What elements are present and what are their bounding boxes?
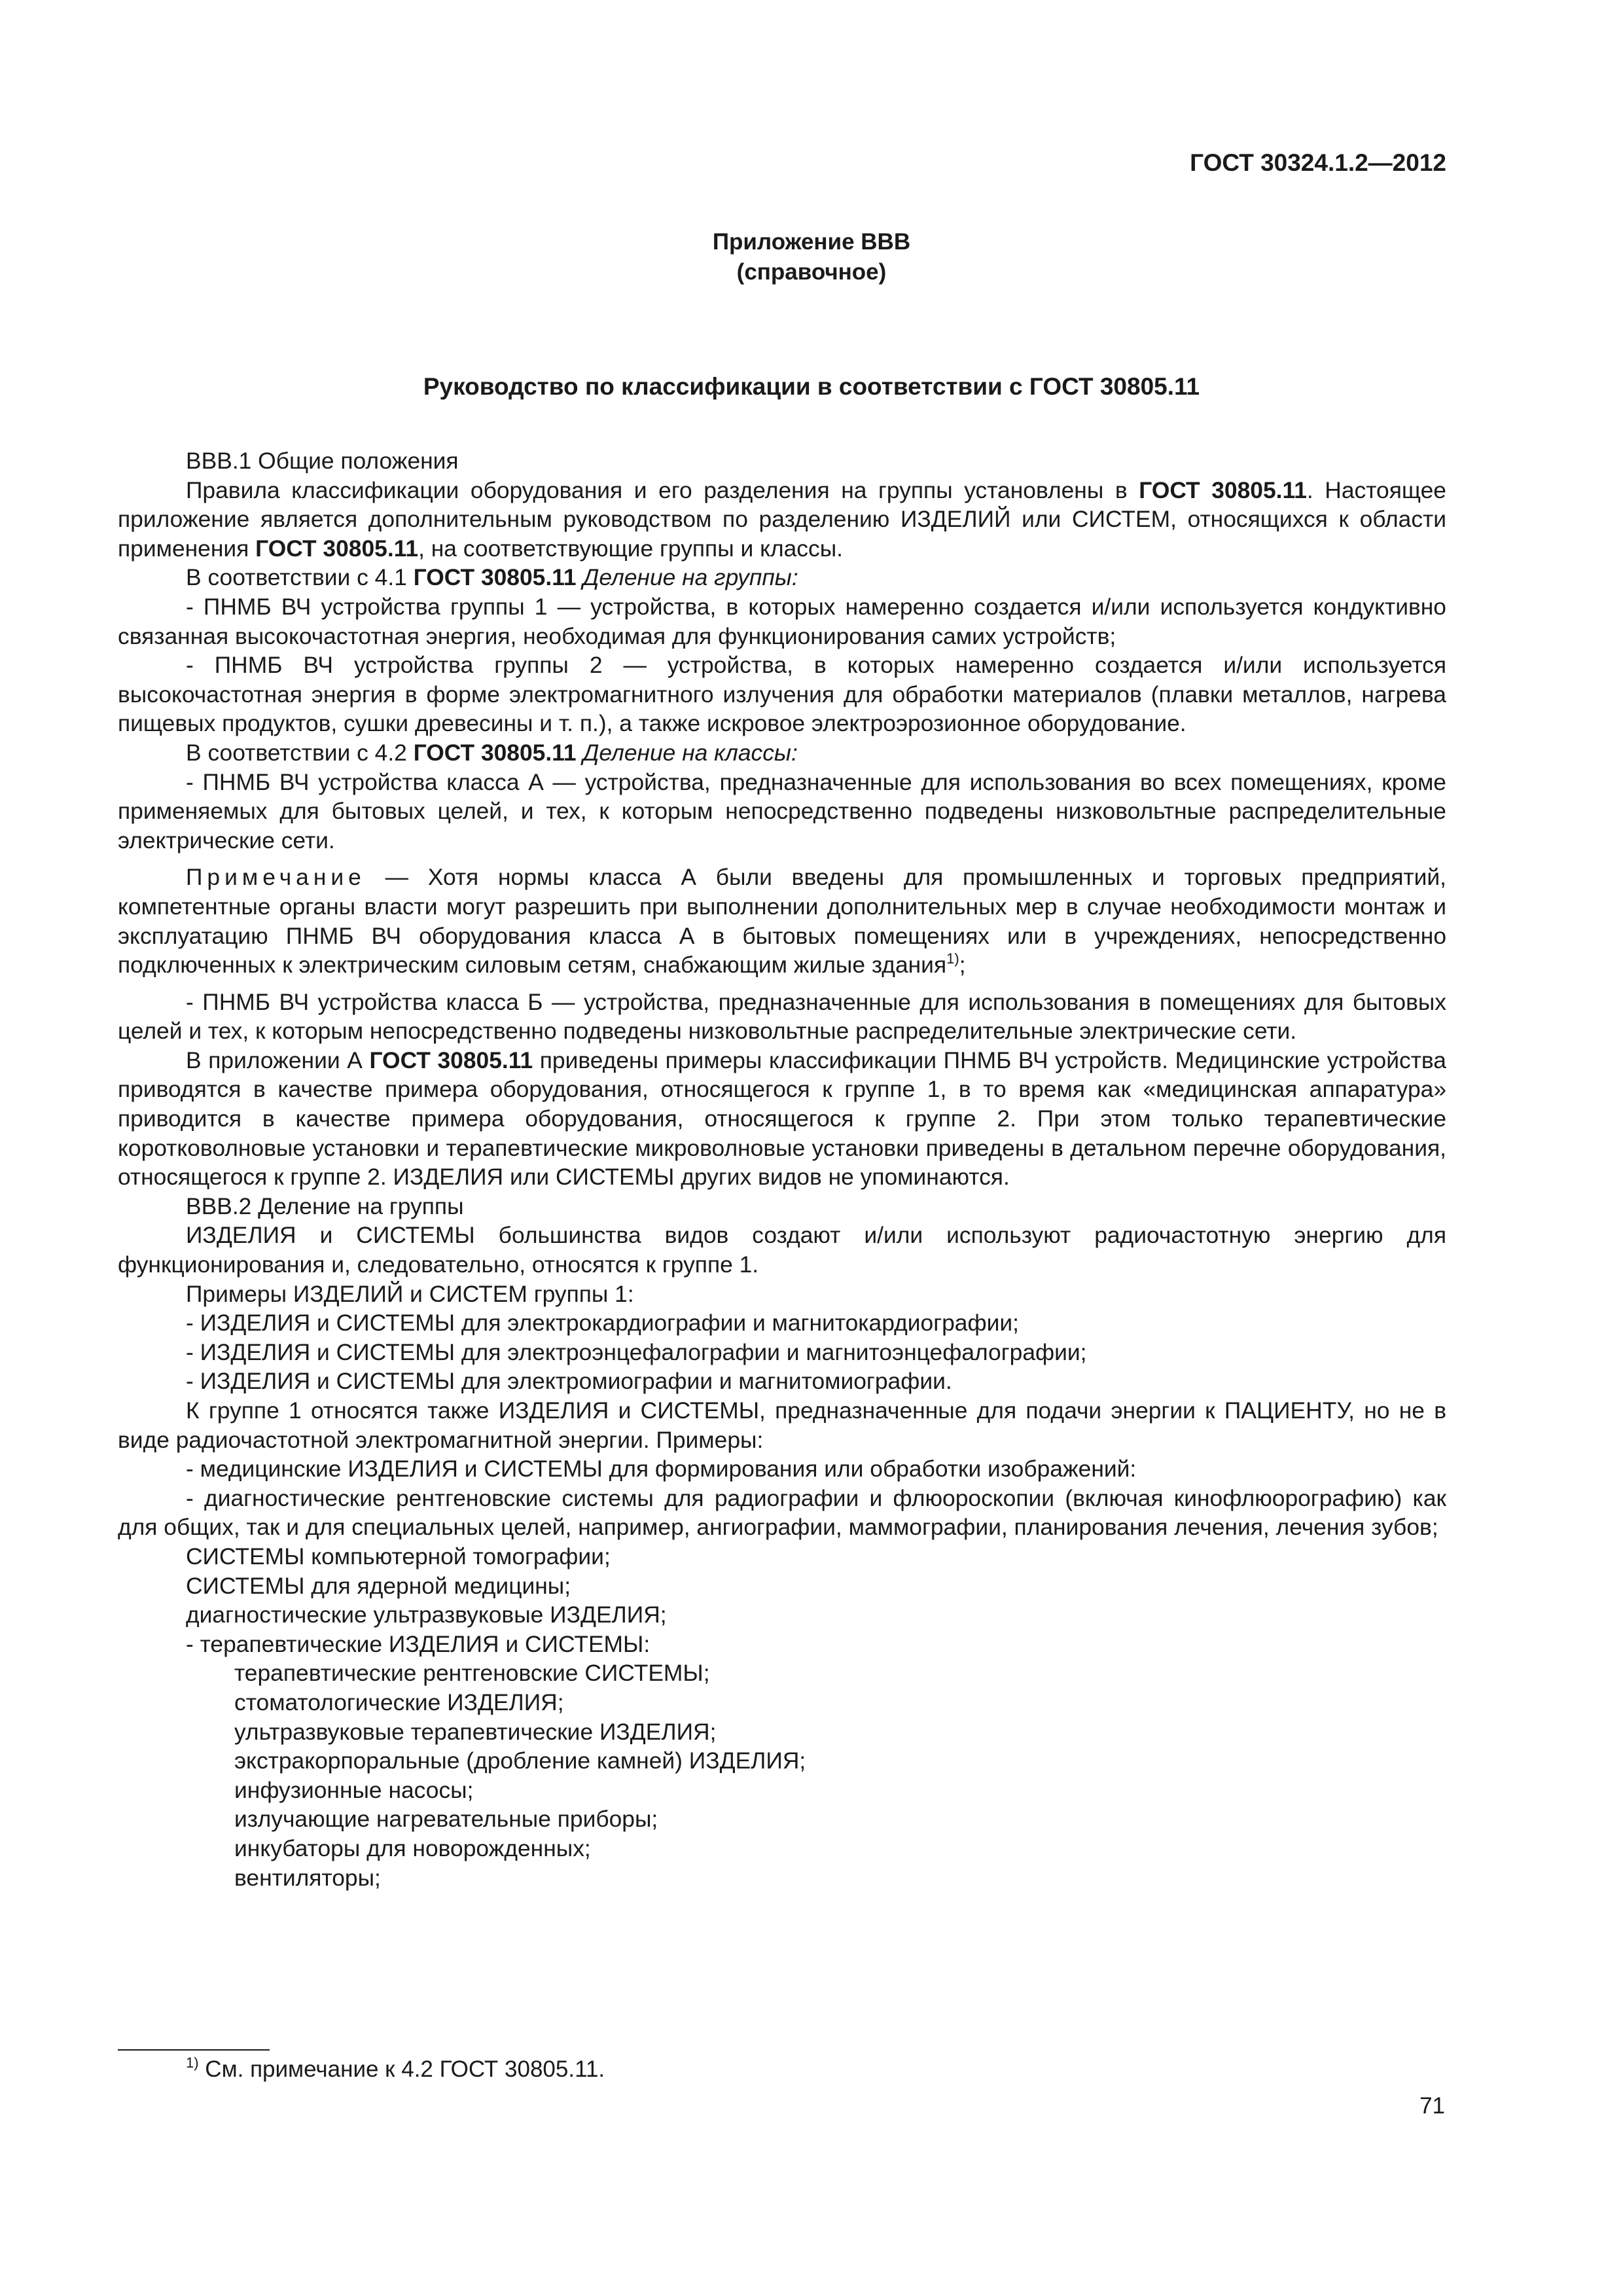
sub-list-item: терапевтические рентгеновские СИСТЕМЫ; xyxy=(234,1660,710,1687)
standard-number: ГОСТ 30324.1.2—2012 xyxy=(1190,149,1446,176)
appendix-subtitle: (справочное) xyxy=(736,259,887,285)
page-number: 71 xyxy=(1419,2093,1445,2119)
list-item: - ИЗДЕЛИЯ и СИСТЕМЫ для электромиографии и магнитомиографии. xyxy=(186,1368,952,1395)
paragraph: В соответствии с 4.2 ГОСТ 30805.11 Деление на классы: xyxy=(186,739,798,766)
appendix-title: Приложение ВВВ xyxy=(712,229,911,255)
sub-list-item: экстракорпоральные (дробление камней) ИЗДЕЛИЯ; xyxy=(234,1748,806,1774)
sub-list-item: инкубаторы для новорожденных; xyxy=(234,1835,591,1861)
paragraph: В соответствии с 4.1 ГОСТ 30805.11 Деление на группы: xyxy=(186,564,798,591)
footnote-text: См. примечание к 4.2 ГОСТ 30805.11. xyxy=(205,2056,605,2082)
list-item: - ПНМБ ВЧ устройства группы 1 — устройства, в которых намеренно создается и/или используется кондуктивно связанная высокочастотная энергия, необходимая для функционирования самих устройств; xyxy=(118,593,1446,649)
paragraph: Правила классификации оборудования и его разделения на группы установлены в ГОСТ 30805.11. Настоящее приложение является дополнительным руководством по разделению ИЗДЕЛИЙ или СИСТЕМ, относящихся к области применения ГОСТ 30805.11, на соответствующие группы и классы. xyxy=(118,476,1446,562)
sub-list-item: излучающие нагревательные приборы; xyxy=(234,1806,658,1833)
list-item: - ПНМБ ВЧ устройства класса Б — устройства, предназначенные для использования в помещениях для бытовых целей и тех, к которым непосредственно подведены низковольтные распределительные электрические сети. xyxy=(118,988,1446,1045)
list-item: - диагностические рентгеновские системы для радиографии и флюороскопии (включая кинофлюорографию) как для общих, так и для специальных целей, например, ангиографии, маммографии, планирования лечения, лечения зубов; xyxy=(118,1484,1446,1541)
list-item: СИСТЕМЫ для ядерной медицины; xyxy=(186,1572,571,1599)
paragraph: В приложении А ГОСТ 30805.11 приведены примеры классификации ПНМБ ВЧ устройств. Медицинские устройства приводятся в качестве примера оборудования, относящегося к группе 1, в то время как «медицинская аппаратура» приводится в качестве примера оборудования, относящегося к группе 2. При этом только терапевтические коротковолновые установки и терапевтические микроволновые установки приведены в детальном перечне оборудования, относящегося к группе 2. ИЗДЕЛИЯ или СИСТЕМЫ других видов не упоминаются. xyxy=(118,1047,1446,1191)
sub-list-item: стоматологические ИЗДЕЛИЯ; xyxy=(234,1689,564,1715)
footnote-mark: 1) xyxy=(186,2054,199,2071)
list-item: - терапевтические ИЗДЕЛИЯ и СИСТЕМЫ: xyxy=(186,1630,651,1657)
list-item: диагностические ультразвуковые ИЗДЕЛИЯ; xyxy=(186,1602,667,1628)
footnote xyxy=(186,2055,605,2084)
paragraph: К группе 1 относятся также ИЗДЕЛИЯ и СИСТЕМЫ, предназначенные для подачи энергии к ПАЦИЕНТУ, но не в виде радиочастотной электромагнитной энергии. Примеры: xyxy=(118,1397,1446,1453)
list-item: - ПНМБ ВЧ устройства группы 2 — устройства, в которых намеренно создается и/или используется высокочастотная энергия в форме электромагнитного излучения для обработки материалов (плавки металлов, нагрева пищевых продуктов, сушки древесины и т. п.), а также искровое электроэрозионное оборудование. xyxy=(118,652,1446,737)
footnote-ref: 1) xyxy=(946,950,959,967)
list-item: - медицинские ИЗДЕЛИЯ и СИСТЕМЫ для формирования или обработки изображений: xyxy=(186,1456,1137,1482)
document-title: Руководство по классификации в соответствии с ГОСТ 30805.11 xyxy=(423,373,1200,400)
note-label: Примечание xyxy=(186,864,366,891)
sub-list-item: вентиляторы; xyxy=(234,1864,381,1891)
section-heading-bbb2: ВВВ.2 Деление на группы xyxy=(186,1193,464,1219)
list-item: - ИЗДЕЛИЯ и СИСТЕМЫ для электроэнцефалографии и магнитоэнцефалографии; xyxy=(186,1338,1087,1365)
list-item: - ИЗДЕЛИЯ и СИСТЕМЫ для электрокардиографии и магнитокардиографии; xyxy=(186,1310,1019,1336)
paragraph: ИЗДЕЛИЯ и СИСТЕМЫ большинства видов создают и/или используют радиочастотную энергию для функционирования и, следовательно, относятся к группе 1. xyxy=(118,1222,1446,1278)
list-item: - ПНМБ ВЧ устройства класса А — устройства, предназначенные для использования во всех помещениях, кроме применяемых для бытовых целей, и тех, к которым непосредственно подведены низковольтные распределительные электрические сети. xyxy=(118,768,1446,853)
paragraph: Примеры ИЗДЕЛИЙ и СИСТЕМ группы 1: xyxy=(186,1280,634,1307)
sub-list-item: инфузионные насосы; xyxy=(234,1776,474,1803)
section-heading-bbb1: ВВВ.1 Общие положения xyxy=(186,448,459,474)
sub-list-item: ультразвуковые терапевтические ИЗДЕЛИЯ; xyxy=(234,1718,717,1745)
note: Примечание — Хотя нормы класса А были введены для промышленных и торговых предприятий, компетентные органы власти могут разрешить при выполнении дополнительных мер в случае необходимости монтаж и эксплуатацию ПНМБ ВЧ оборудования класса А в бытовых помещениях или в учреждениях, непосредственно подключенных к электрическим силовым сетям, снабжающим жилые здания$^{1)}$; xyxy=(118,864,1446,978)
list-item: СИСТЕМЫ компьютерной томографии; xyxy=(186,1543,611,1570)
footnote-divider xyxy=(118,2049,270,2051)
document-body xyxy=(118,446,1446,1892)
